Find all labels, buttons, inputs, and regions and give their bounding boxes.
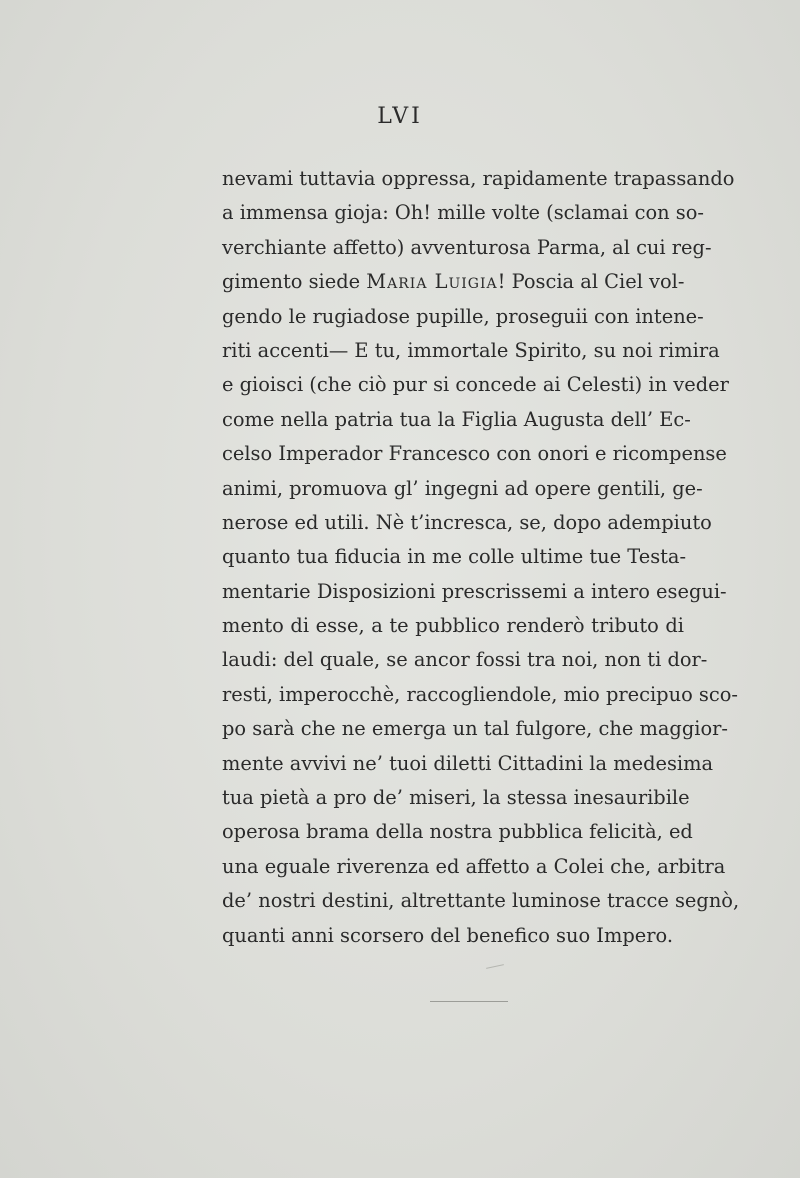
text-line: una eguale riverenza ed affetto a Colei che, arbitra: [222, 854, 726, 878]
text-line: mentarie Disposizioni prescrissemi a intero esegui-: [222, 579, 727, 603]
ornament-stroke: [486, 964, 504, 969]
text-line: gendo le rugiadose pupille, proseguii con intene-: [222, 304, 704, 328]
text-line: mente avvivi ne’ tuoi diletti Cittadini la medesima: [222, 751, 714, 775]
text-line: tua pietà a pro de’ miseri, la stessa inesauribile: [222, 786, 690, 810]
text-line: nevami tuttavia oppressa, rapidamente trapassando: [222, 167, 735, 190]
text-line: quanti anni scorsero del benefico suo Impero.: [222, 923, 674, 947]
text-line: operosa brama della nostra pubblica felicità, ed: [222, 820, 693, 844]
text-line: laudi: del quale, se ancor fossi tra noi, non ti dor-: [222, 648, 708, 672]
text-line: verchiante affetto) avventurosa Parma, al cui reg-: [222, 235, 712, 259]
text-line: nerose ed utili. Nè t’incresca, se, dopo adempiuto: [222, 510, 712, 534]
text-line: quanto tua fiducia in me colle ultime tue Testa-: [222, 545, 687, 569]
text-line: animi, promuova gl’ ingegni ad opere gentili, ge-: [222, 476, 703, 500]
text-line: e gioisci (che ciò pur si concede ai Celesti) in veder: [222, 373, 729, 397]
page-number-header: LVI: [377, 104, 423, 129]
text-line: celso Imperador Francesco con onori e ricompense: [222, 442, 727, 466]
text-line: po sarà che ne emerga un tal fulgore, che maggior-: [222, 717, 728, 741]
text-line: resti, imperocchè, raccogliendole, mio precipuo sco-: [222, 682, 738, 706]
body-text: [222, 162, 740, 953]
text-segment: ! Poscia al Ciel vol-: [497, 270, 685, 294]
text-line: come nella patria tua la Figlia Augusta dell’ Ec-: [222, 407, 691, 431]
text-line: mento di esse, a te pubblico renderò tributo di: [222, 614, 684, 638]
text-line: a immensa gioja: Oh! mille volte (sclamai con so-: [222, 201, 704, 225]
text-line: de’ nostri destini, altrettante luminose tracce segnò,: [222, 889, 740, 913]
proper-name: Maria Luigia: [366, 270, 498, 294]
closing-rule: [430, 1001, 508, 1002]
text-line: riti accenti— E tu, immortale Spirito, su noi rimira: [222, 338, 720, 362]
text-line: [222, 265, 684, 299]
text-segment: gimento siede: [222, 270, 367, 294]
